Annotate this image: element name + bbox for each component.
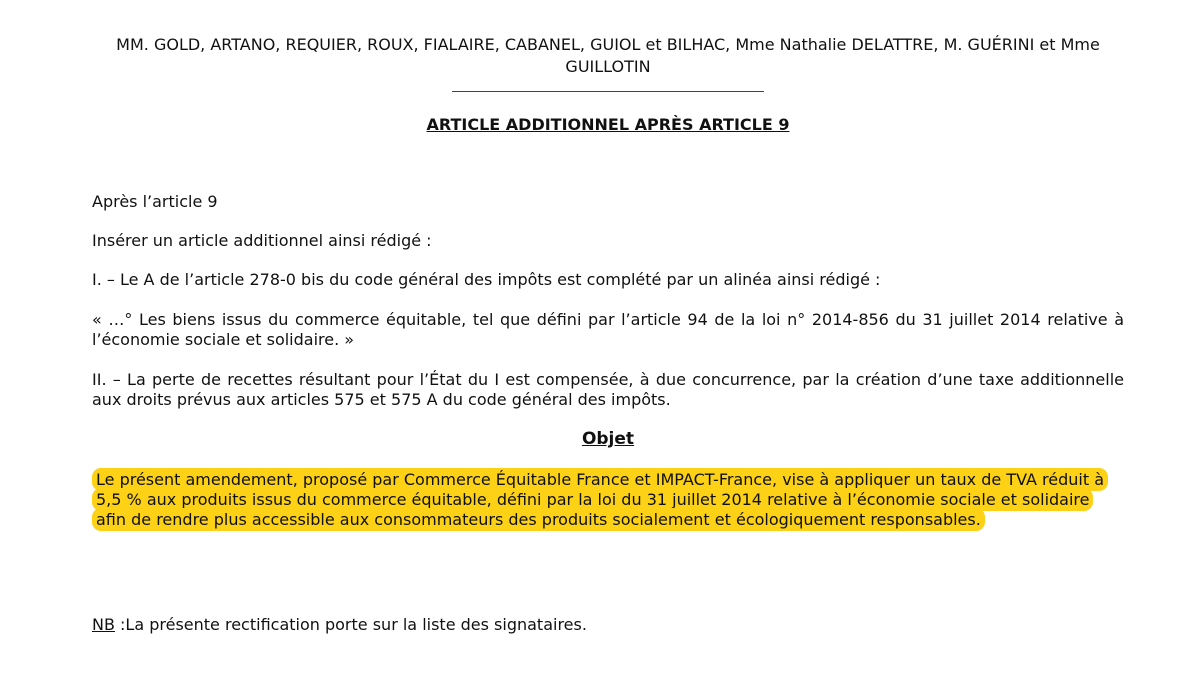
note-text: :La présente rectification porte sur la liste des signataires. [114, 615, 587, 634]
paragraph-inserer: Insérer un article additionnel ainsi rédigé : [92, 231, 432, 250]
note-line [92, 615, 587, 635]
paragraph-apres: Après l’article 9 [92, 192, 218, 211]
article-heading: ARTICLE ADDITIONNEL APRÈS ARTICLE 9 [426, 115, 790, 134]
objet-heading: Objet [581, 429, 635, 449]
paragraph-quote: « …° Les biens issus du commerce équitable, tel que défini par l’article 94 de la loi n° 2014-856 du 31 juillet 2014 relative à l’économie sociale et solidaire. » [92, 310, 1124, 349]
objet-paragraph [92, 470, 1124, 530]
signatories: MM. GOLD, ARTANO, REQUIER, ROUX, FIALAIRE, CABANEL, GUIOL et BILHAC, Mme Nathalie DELATTRE, M. GUÉRINI et Mme GUILLOTIN [116, 35, 1100, 76]
separator-rule [452, 91, 764, 92]
paragraph-point-two: II. – La perte de recettes résultant pour l’État du I est compensée, à due concurrence, par la création d’une taxe additionnelle aux droits prévus aux articles 575 et 575 A du code général des impôts. [92, 370, 1124, 409]
paragraph-point-one: I. – Le A de l’article 278-0 bis du code général des impôts est complété par un alinéa ainsi rédigé : [92, 270, 881, 289]
note-label: NB [92, 615, 115, 634]
objet-highlighted-text: Le présent amendement, proposé par Commerce Équitable France et IMPACT-France, vise à appliquer un taux de TVA réduit à 5,5 % aux produits issus du commerce équitable, défini par la loi du 31 juillet 2014 relative à l’économie sociale et solidaire afin de rendre plus accessible aux consommateurs des produits socialement et écologiquement responsables. [92, 468, 1108, 531]
